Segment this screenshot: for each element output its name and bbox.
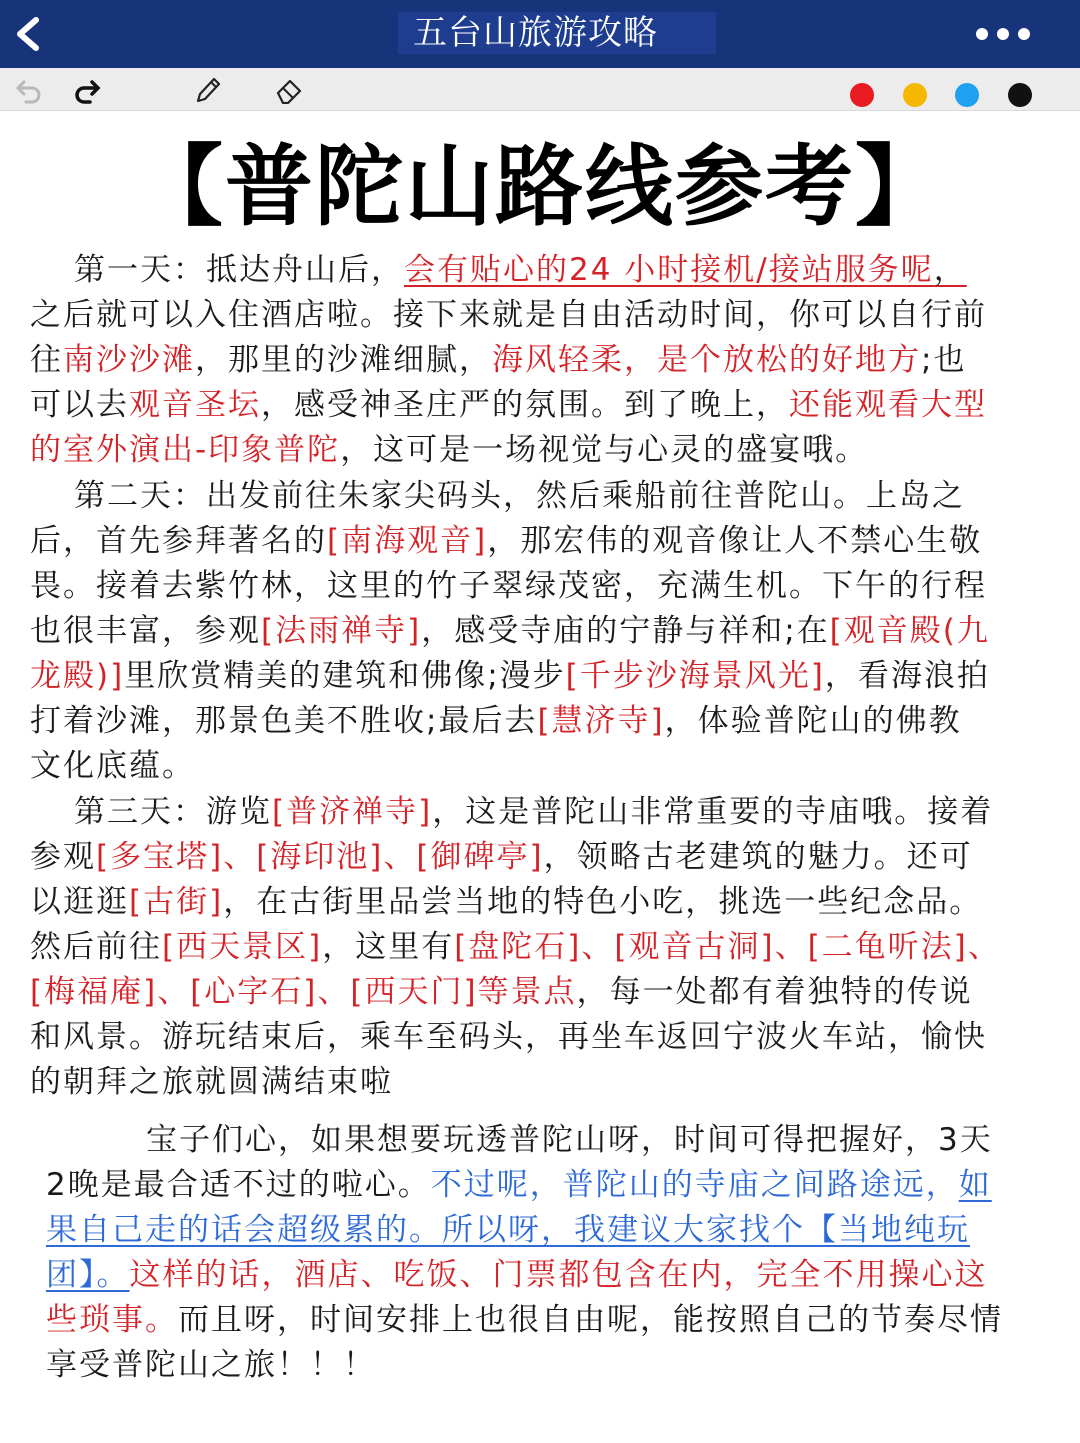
- color-black-swatch[interactable]: [1008, 83, 1032, 107]
- back-arrow-icon[interactable]: [8, 14, 48, 54]
- redo-icon[interactable]: [72, 76, 102, 104]
- day2-line-7: 文化底蕴。: [30, 748, 195, 784]
- app-title: 五台山旅游攻略: [413, 13, 658, 53]
- day3-line-5: [梅福庵]、[心字石]、[西天门]等景点，每一处都有着独特的传说: [30, 974, 973, 1010]
- tip-line-2: 2晚是最合适不过的啦心。不过呢，普陀山的寺庙之间路途远，如: [46, 1167, 992, 1203]
- more-dots-icon[interactable]: [976, 22, 1040, 46]
- pencil-icon[interactable]: [192, 76, 222, 104]
- day3-line-3: 以逛逛[古街]，在古街里品尝当地的特色小吃，挑选一些纪念品。: [30, 884, 983, 920]
- day1-line-5: 的室外演出-印象普陀，这可是一场视觉与心灵的盛宴哦。: [30, 432, 869, 468]
- tip-line-1: 宝子们心，如果想要玩透普陀山呀，时间可得把握好，3天: [146, 1122, 993, 1158]
- day3-line-4: 然后前往[西天景区]，这里有[盘陀石]、[观音古洞]、[二龟听法]、: [30, 929, 1001, 965]
- day2-line-2: 后，首先参拜著名的[南海观音]，那宏伟的观音像让人不禁心生敬: [30, 523, 983, 559]
- day1-line-3: 往南沙沙滩，那里的沙滩细腻，海风轻柔，是个放松的好地方;也: [30, 342, 967, 378]
- tip-line-4: 团】。这样的话，酒店、吃饭、门票都包含在内，完全不用操心这: [46, 1257, 988, 1293]
- color-blue-swatch[interactable]: [955, 83, 979, 107]
- tip-line-6: 享受普陀山之旅！！！: [46, 1347, 376, 1383]
- day3-line-6: 和风景。游玩结束后，乘车至码头，再坐车返回宁波火车站，愉快: [30, 1019, 987, 1055]
- day2-line-4: 也很丰富，参观[法雨禅寺]，感受寺庙的宁静与祥和;在[观音殿(九: [30, 613, 990, 649]
- day2-line-5: 龙殿)]里欣赏精美的建筑和佛像;漫步[千步沙海景风光]，看海浪拍: [30, 658, 990, 694]
- tip-line-3: 果自己走的话会超级累的。所以呀，我建议大家找个【当地纯玩: [46, 1212, 970, 1248]
- day2-line-3: 畏。接着去紫竹林，这里的竹子翠绿茂密，充满生机。下午的行程: [30, 568, 987, 604]
- day3-line-2: 参观[多宝塔]、[海印池]、[御碑亭]，领略古老建筑的魅力。还可: [30, 839, 973, 875]
- day3-line-7: 的朝拜之旅就圆满结束啦: [30, 1064, 393, 1100]
- day1-line-4: 可以去观音圣坛，感受神圣庄严的氛围。到了晚上，还能观看大型: [30, 387, 987, 423]
- app-bar: [0, 0, 1080, 68]
- day2-line-1: 第二天：出发前往朱家尖码头，然后乘船前往普陀山。上岛之: [74, 478, 965, 514]
- day2-line-6: 打着沙滩，那景色美不胜收;最后去[慧济寺]，体验普陀山的佛教: [30, 703, 962, 739]
- day1-line-1: 第一天：抵达舟山后，会有贴心的24 小时接机/接站服务呢，: [74, 252, 967, 288]
- day1-line-2: 之后就可以入住酒店啦。接下来就是自由活动时间，你可以自行前: [30, 297, 987, 333]
- eraser-icon[interactable]: [274, 76, 304, 104]
- page-title: 【普陀山路线参考】: [134, 135, 945, 238]
- color-red-swatch[interactable]: [850, 83, 874, 107]
- color-yellow-swatch[interactable]: [903, 83, 927, 107]
- tip-line-5: 些琐事。而且呀，时间安排上也很自由呢，能按照自己的节奏尽情: [46, 1302, 1003, 1338]
- undo-icon[interactable]: [14, 76, 44, 104]
- day3-line-1: 第三天：游览[普济禅寺]，这是普陀山非常重要的寺庙哦。接着: [74, 794, 994, 830]
